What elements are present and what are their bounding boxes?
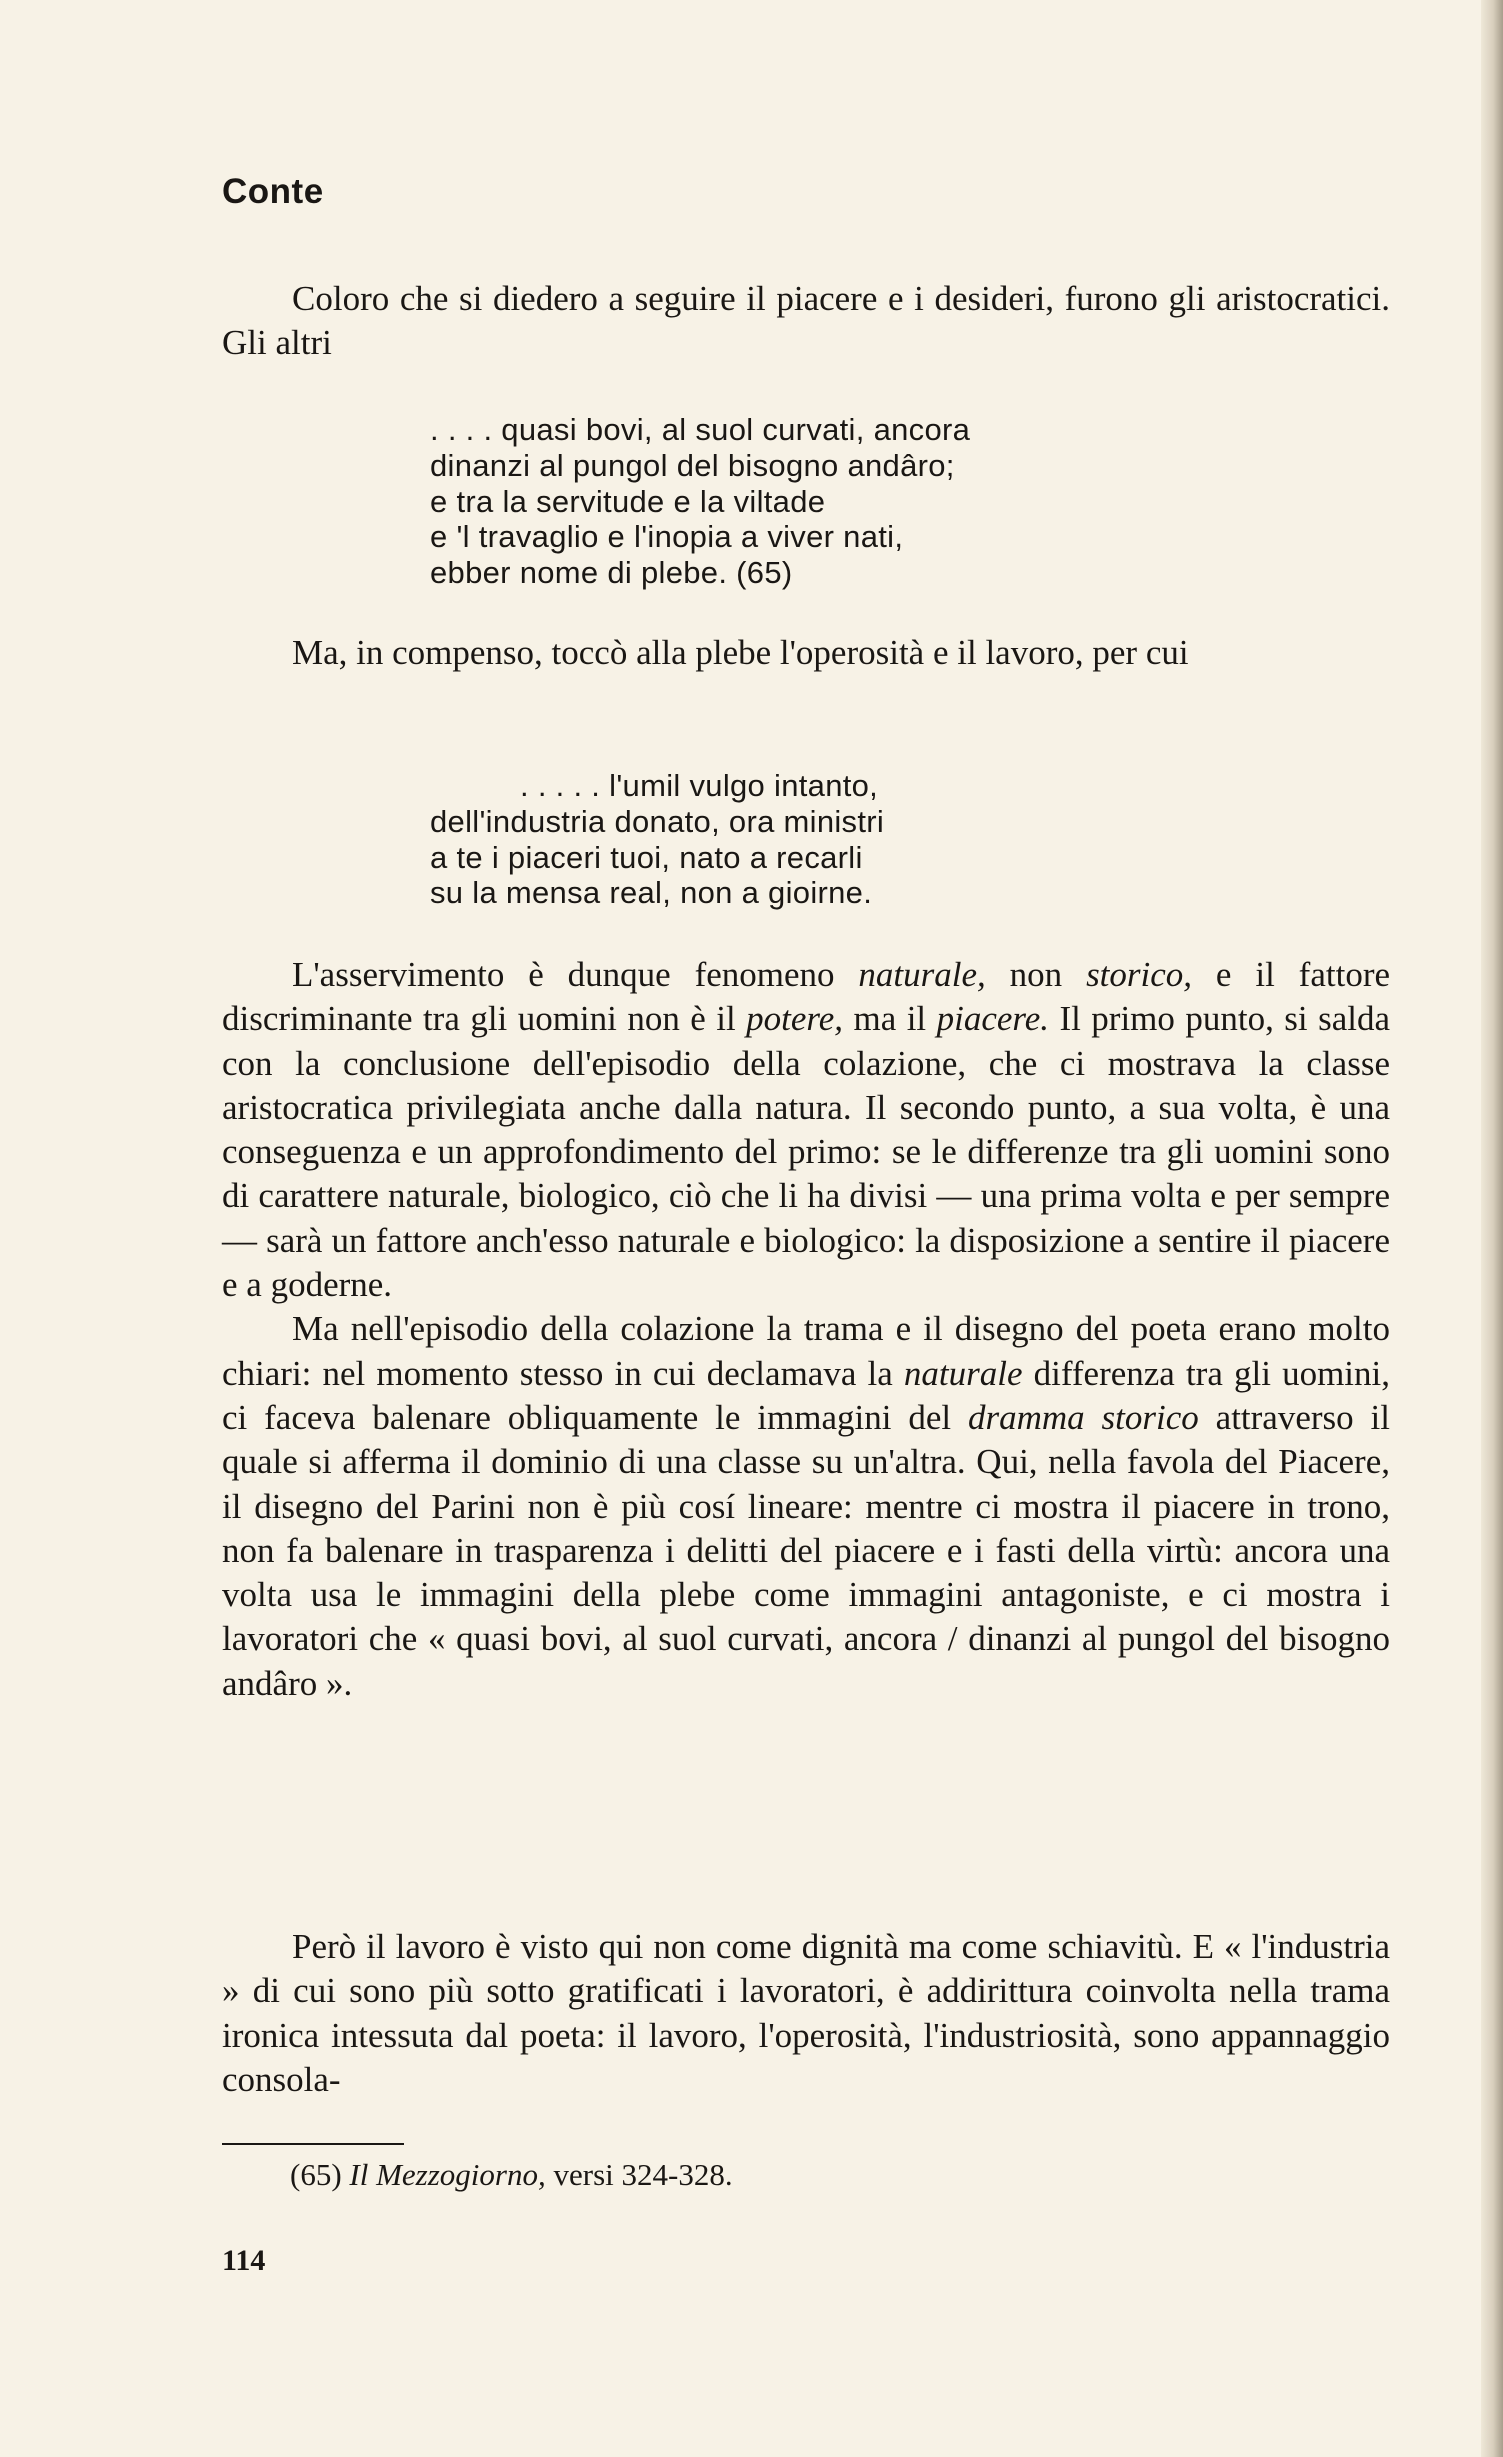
footnote-ref: versi 324-328. <box>553 2157 733 2192</box>
page-number: 114 <box>222 2244 266 2277</box>
italic-term: naturale, <box>858 955 986 994</box>
text-run: e il fattore discriminante tra gli uomini non è il <box>222 955 1391 1039</box>
text-run: L'asservimento è dunque fenomeno <box>292 955 859 994</box>
verse-quote-1 <box>430 412 970 591</box>
paragraph-3 <box>222 953 1390 1706</box>
verse-line: e tra la servitude e la viltade <box>430 483 826 519</box>
verse-line: a te i piaceri tuoi, nato a recarli <box>430 839 863 875</box>
footnote-number: (65) <box>290 2157 342 2192</box>
paragraph-2 <box>222 631 1390 675</box>
text-run: non <box>985 955 1087 994</box>
para1-line2: gli aristocratici. Gli altri <box>222 279 1391 363</box>
verse-line: . . . . quasi bovi, al suol curvati, ancora <box>430 412 971 447</box>
italic-term: storico, <box>1086 955 1193 994</box>
text-run: Il primo punto, si salda con la conclusione dell'episodio della colazione, che ci mostrava la classe aristocratica privilegiata anche dalla natura. Il secondo punto, a sua volta, è una conseguenza e un approfondimento del primo: se le differenze tra gli uomini sono di carattere naturale, biologico, ciò che li ha divisi — una prima volta e per sempre — sarà un fattore anch'esso naturale e biologico: la disposizione a sentire il piacere e a goderne. <box>222 999 1390 1305</box>
paragraph-5 <box>222 1925 1390 2102</box>
para2-line2: per cui <box>1092 633 1189 672</box>
footnote-rule <box>222 2143 404 2145</box>
para5-text: Però il lavoro è visto qui non come dignità ma come schiavitù. E « l'industria » di cui sono più sotto gratificati i lavoratori, è addirittura coinvolta nella trama ironica intessuta dal poeta: il lavoro, l'operosità, l'industriosità, sono appannaggio consola- <box>222 1927 1390 2099</box>
footnote <box>290 2156 733 2194</box>
text-run: attraverso il quale si afferma il dominio di una classe su un'altra. Qui, nella favola del Piacere, il disegno del Parini non è più cosí lineare: mentre ci mostra il piacere in trono, non fa balenare in trasparenza i delitti del piacere e i fasti della virtù: ancora una volta usa le immagini della plebe come immagini antagoniste, e ci mostra i lavoratori che « quasi bovi, al suol curvati, ancora / dinanzi al pungol del bisogno andâro ». <box>222 1397 1390 1703</box>
text-run: ma il <box>843 999 937 1039</box>
verse-line: su la mensa real, non a gioirne. <box>430 875 873 911</box>
italic-term: naturale <box>903 1353 1023 1393</box>
running-header: Conte <box>222 172 324 211</box>
para2-line1: Ma, in compenso, toccò alla plebe l'operosità e il lavoro, <box>292 633 1084 672</box>
footnote-title: Il Mezzogiorno, <box>349 2157 546 2192</box>
verse-line: . . . . . l'umil vulgo intanto, <box>520 768 879 803</box>
text-run: differenza tra gli uomini, ci faceva balenare obliquamente le immagini del <box>222 1353 1390 1437</box>
verse-quote-2 <box>430 768 884 911</box>
para1-line1: Coloro che si diedero a seguire il piacere e i desideri, furono <box>292 279 1158 318</box>
italic-term: dramma storico <box>967 1397 1199 1437</box>
verse-line: dinanzi al pungol del bisogno andâro; <box>430 447 955 483</box>
italic-term: potere, <box>746 999 844 1039</box>
verse-line: dell'industria donato, ora ministri <box>430 803 885 839</box>
text-run: Ma nell'episodio della colazione la trama e il disegno del poeta erano molto chiari: nel momento stesso in cui declamava la <box>222 1309 1390 1393</box>
paragraph-1 <box>222 277 1390 366</box>
verse-line: e 'l travaglio e l'inopia a viver nati, <box>430 519 904 555</box>
verse-line: ebber nome di plebe. (65) <box>430 555 793 591</box>
italic-term: piacere. <box>936 999 1050 1039</box>
